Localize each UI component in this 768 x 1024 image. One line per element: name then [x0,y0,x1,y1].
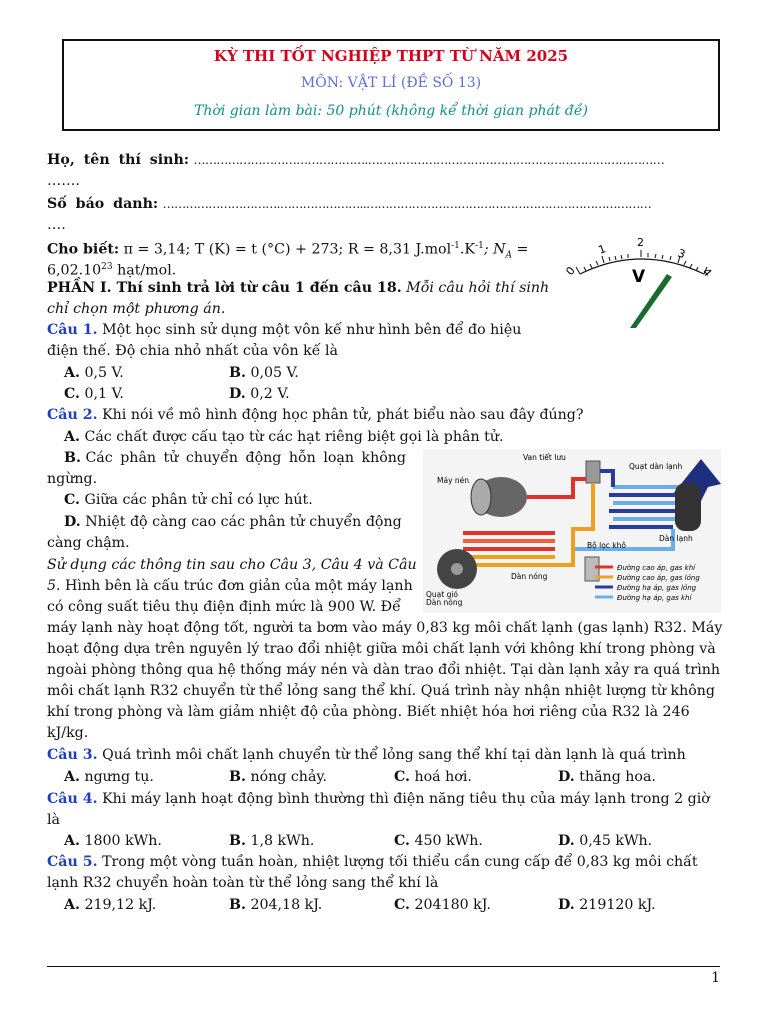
shared-line-4: máy lạnh này hoạt động tốt, người ta bơm vào máy 0,83 kg môi chất lạnh (gas lạnh) R32. Máy [47,620,723,636]
expansion-valve-icon [586,461,600,483]
constants-na-sub: A [505,250,513,261]
shared-intro-num: 5. [47,578,61,594]
q3-option-a[interactable] [64,767,154,787]
q1-option-c-text: 0,1 V. [79,386,124,402]
q2-option-d-key: D. [64,514,81,530]
q4-option-b-text: 1,8 kWh. [245,833,315,849]
q2-line-1 [47,405,584,425]
q5-option-d-key: D. [558,897,575,913]
q1-option-a-key: A. [64,365,80,381]
q2-option-c-text: Giữa các phân tử chỉ có lực hút. [84,492,313,508]
q5-label: Câu 5. [47,854,98,870]
q2-option-d-cont: càng chậm. [47,535,130,551]
q4-option-c-key: C. [394,833,410,849]
q3-option-d[interactable] [558,767,656,787]
q2-option-d[interactable] [64,512,402,532]
q1-line-2: điện thế. Độ chia nhỏ nhất của vôn kế là [47,343,338,359]
q5-option-d-text: 219120 kJ. [574,897,656,913]
shared-line-7: môi chất lạnh R32 chuyển từ thể lỏng sang thể khí. Quá trình này nhận nhiệt lượng từ không [47,683,715,699]
part1-instruction-cont: chỉ chọn một phương án. [47,301,226,317]
q4-option-a-text: 1800 kWh. [79,833,162,849]
diagram-label-evap-fan: Quạt dàn lạnh [629,462,683,471]
q1-option-c[interactable] [64,384,124,404]
q5-line-1 [47,852,698,872]
avogadro-exp: 23 [101,262,113,272]
q4-option-d-text: 0,45 kWh. [574,833,653,849]
part1-line-1 [47,278,549,298]
q3-option-b-text: nóng chảy. [245,769,328,785]
q1-text: Một học sinh sử dụng một vôn kế như hình bên để đo hiệu [97,322,522,338]
q3-option-d-text: thăng hoa. [574,769,656,785]
q2-option-b[interactable] [64,448,414,468]
q4-option-b-key: B. [229,833,246,849]
student-name-dots-cont: ……. [47,173,80,189]
q4-option-c-text: 450 kWh. [409,833,483,849]
constants-label: Cho biết: [47,241,120,258]
q3-option-a-key: A. [64,769,80,785]
exam-title: KỲ THI TỐT NGHIỆP THPT TỪ NĂM 2025 [213,47,569,65]
footer-divider [47,966,720,967]
q5-option-a-text: 219,12 kJ. [79,897,157,913]
q4-line-2: là [47,812,60,828]
diagram-label-fan-1: Quạt gió [426,590,459,599]
student-id-dots-cont: …. [47,217,66,233]
q2-option-c[interactable] [64,490,313,510]
q4-option-d[interactable] [558,831,652,851]
q4-text: Khi máy lạnh hoạt động bình thường thì điện năng tiêu thụ của máy lạnh trong 2 giờ [97,791,710,807]
voltmeter-tick-1: 1 [596,242,608,257]
q5-option-b-text: 204,18 kJ. [245,897,323,913]
shared-intro-line-1: Sử dụng các thông tin sau cho Câu 3, Câu 4 và Câu [47,557,417,573]
q2-option-a-text: Các chất được cấu tạo từ các hạt riêng biệt gọi là phân tử. [84,429,504,445]
q2-option-c-key: C. [64,492,80,508]
q2-label: Câu 2. [47,407,98,423]
q1-option-a[interactable] [64,363,124,383]
q2-option-a[interactable] [64,427,503,447]
q2-option-a-key: A. [64,429,80,445]
q4-option-a[interactable] [64,831,162,851]
q1-option-b[interactable] [229,363,299,383]
q3-line-1 [47,745,686,765]
legend-label-1: Đường cao áp, gas khí [617,564,696,572]
avogadro-value: 6,02.10 [47,262,102,279]
air-conditioner-diagram [423,449,721,613]
avogadro-unit: hạt/mol. [112,262,177,279]
q1-option-b-key: B. [229,365,246,381]
q2-option-d-text: Nhiệt độ càng cao các phân tử chuyển động [85,514,402,530]
q3-option-c-text: hoá hơi. [409,769,472,785]
constants-k: .K [459,241,476,258]
q5-option-b-key: B. [229,897,246,913]
q2-option-b-cont: ngừng. [47,471,98,487]
shared-line-5: hoạt động dựa trên nguyên lý trao đổi nhiệt giữa môi chất lạnh với không khí trong phòng và [47,641,716,657]
q1-option-b-text: 0,05 V. [245,365,299,381]
constants-na: ; N [483,241,506,258]
voltmeter-tick-4: 4 [699,265,715,280]
q2-option-b-key: B. [64,450,81,466]
student-id-dots: ………………………….…………………..………………………………………………………………… [162,197,652,211]
diagram-label-valve: Van tiết lưu [523,453,566,462]
student-name-line [47,150,664,170]
legend-label-2: Đường cao áp, gas lỏng [617,574,700,582]
q4-line-1 [47,789,710,809]
q3-option-b[interactable] [229,767,327,787]
q5-text: Trong một vòng tuần hoàn, nhiệt lượng tối thiểu cần cung cấp để 0,83 kg môi chất [97,854,698,870]
q4-option-b[interactable] [229,831,314,851]
q5-option-d[interactable] [558,895,656,915]
q5-option-c-text: 204180 kJ. [409,897,491,913]
diagram-label-condenser: Dàn nóng [511,572,548,581]
exam-time: Thời gian làm bài: 50 phút (không kể thời gian phát đề) [194,103,588,119]
q5-line-2: lạnh R32 chuyển hoàn toàn từ thể lỏng sang thể khí là [47,875,439,891]
q1-option-a-text: 0,5 V. [79,365,124,381]
q2-text: Khi nói về mô hình động học phân tử, phát biểu nào sau đây đúng? [97,407,584,423]
evaporator-fan-icon [675,483,701,531]
q2-option-b-text: Các phân tử chuyển động hỗn loạn không [85,450,407,466]
shared-line-9: kJ/kg. [47,725,89,741]
voltmeter-tick-2: 2 [637,236,644,249]
diagram-label-fan-2: Dàn nóng [426,598,463,607]
q5-option-c[interactable] [394,895,491,915]
q1-option-d-key: D. [229,386,246,402]
q5-option-b[interactable] [229,895,322,915]
voltmeter-tick-3: 3 [675,246,687,262]
q1-option-d-text: 0,2 V. [245,386,290,402]
q5-option-a[interactable] [64,895,156,915]
q1-line-1 [47,320,521,340]
q1-label: Câu 1. [47,322,98,338]
q3-label: Câu 3. [47,747,98,763]
part1-instruction: Mỗi câu hỏi thí sinh [401,280,550,296]
q3-option-c-key: C. [394,769,410,785]
diagram-label-filter: Bộ lọc khô [587,541,626,550]
shared-line-3: có công suất tiêu thụ điện định mức là 900 W. Để [47,599,401,615]
q3-text: Quá trình môi chất lạnh chuyển từ thể lỏng sang thể khí tại dàn lạnh là quá trình [97,747,686,763]
shared-intro-text: Hình bên là cấu trúc đơn giản của một máy lạnh [60,578,413,594]
student-name-dots: ……………………………………….…………………………………………………………………… [193,153,665,167]
exam-subject: MÔN: VẬT LÍ (ĐỀ SỐ 13) [300,75,482,91]
student-id-label: Số báo danh: [47,196,159,212]
legend-label-3: Đường hạ áp, gas lỏng [617,584,697,592]
exam-header-box [62,39,720,131]
q4-option-c[interactable] [394,831,483,851]
constants-sup-1: -1 [451,241,460,251]
legend-label-4: Đường hạ áp, gas khí [617,594,692,602]
voltmeter-figure [563,234,716,330]
q3-option-b-key: B. [229,769,246,785]
student-id-line [47,194,651,214]
page-number: 1 [711,970,720,986]
q4-label: Câu 4. [47,791,98,807]
constants-eq: = [512,241,529,258]
student-name-label: Họ, tên thí sinh: [47,152,190,168]
shared-intro-line-2 [47,576,413,596]
shared-line-8: khí trong phòng và làm giảm nhiệt độ của phòng. Biết nhiệt hóa hơi riêng của R32 là 246 [47,704,690,720]
q4-option-d-key: D. [558,833,575,849]
voltmeter-tick-0: 0 [563,264,578,278]
q3-option-d-key: D. [558,769,575,785]
shared-line-6: ngoài phòng thông qua hệ thống máy nén và dàn trao đổi nhiệt. Tại dàn lạnh xảy ra quá trình [47,662,721,678]
q3-option-a-text: ngưng tụ. [79,769,154,785]
q1-option-d[interactable] [229,384,290,404]
part1-title: PHẦN I. Thí sinh trả lời từ câu 1 đến câu 18. [47,280,402,296]
q5-option-c-key: C. [394,897,410,913]
q3-option-c[interactable] [394,767,472,787]
q5-option-a-key: A. [64,897,80,913]
q4-option-a-key: A. [64,833,80,849]
constants-text: π = 3,14; T (K) = t (°C) + 273; R = 8,31 J.mol [119,241,452,258]
diagram-label-compressor: Máy nén [437,476,470,485]
diagram-label-evaporator: Dàn lạnh [659,534,693,543]
q1-option-c-key: C. [64,386,80,402]
voltmeter-unit: V [632,267,646,287]
constants-sup-2: -1 [475,241,484,251]
